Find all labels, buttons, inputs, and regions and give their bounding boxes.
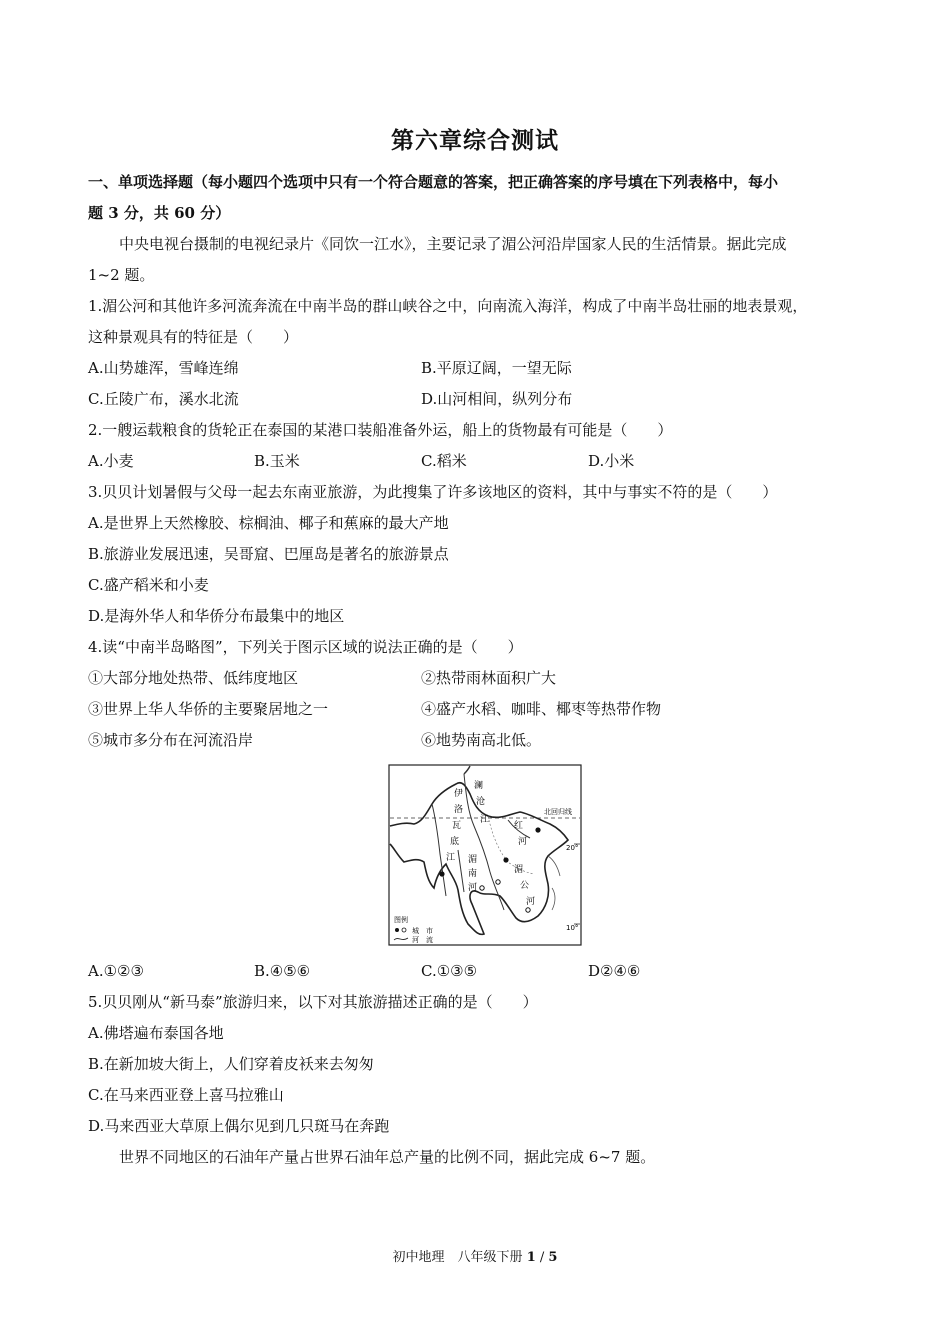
q4-statement-4: ④盛产水稻、咖啡、椰枣等热带作物 bbox=[421, 700, 662, 718]
map-river-jiang: 江 bbox=[446, 853, 456, 863]
map-river-gong: 公 bbox=[520, 881, 530, 891]
page-title: 第六章综合测试 bbox=[391, 127, 559, 154]
footer-text: 初中地理 八年级下册 bbox=[392, 1250, 523, 1265]
q4-statement-6: ⑥地势南高北低。 bbox=[421, 731, 542, 749]
map-river-he: 河 bbox=[518, 837, 528, 847]
q3-stem: 3.贝贝计划暑假与父母一起去东南亚旅游，为此搜集了许多该地区的资料，其中与事实不符的是（ ） bbox=[88, 483, 778, 501]
q4-statement-5: ⑤城市多分布在河流沿岸 bbox=[88, 731, 254, 749]
q2-stem: 2.一艘运载粮食的货轮正在泰国的某港口装船准备外运，船上的货物最有可能是（ ） bbox=[88, 421, 673, 439]
map-label-tropic: 北回归线 bbox=[544, 808, 572, 816]
q5-option-a: A.佛塔遍布泰国各地 bbox=[88, 1024, 224, 1042]
map-river-cang: 沧 bbox=[476, 797, 486, 807]
q4-option-d: D②④⑥ bbox=[588, 962, 641, 980]
q3-option-b: B.旅游业发展迅速，吴哥窟、巴厘岛是著名的旅游景点 bbox=[88, 545, 449, 563]
q5-stem: 5.贝贝刚从“新马泰”旅游归来，以下对其旅游描述正确的是（ ） bbox=[88, 993, 538, 1011]
q4-option-c: C.①③⑤ bbox=[421, 962, 478, 980]
map-river-jiang2: 江 bbox=[480, 815, 490, 825]
q2-option-c: C.稻米 bbox=[421, 452, 467, 470]
q4-option-a: A.①②③ bbox=[88, 962, 144, 980]
q1-option-d: D.山河相间，纵列分布 bbox=[421, 390, 573, 408]
q1-option-a: A.山势雄浑，雪峰连绵 bbox=[88, 359, 239, 377]
q4-statement-3: ③世界上华人华侨的主要聚居地之一 bbox=[88, 700, 329, 718]
map-river-yi: 伊 bbox=[454, 789, 464, 799]
q4-option-b: B.④⑤⑥ bbox=[254, 962, 311, 980]
map-legend-river: 河 流 bbox=[412, 936, 433, 944]
map-river-luo: 洛 bbox=[454, 805, 464, 815]
map-river-mei2: 湄 bbox=[514, 865, 524, 875]
q3-option-c: C.盛产稻米和小麦 bbox=[88, 576, 209, 594]
page-footer bbox=[0, 1246, 950, 1265]
q4-stem: 4.读“中南半岛略图”，下列关于图示区域的说法正确的是（ ） bbox=[88, 638, 523, 656]
map-river-lan: 澜 bbox=[474, 781, 484, 791]
intro-paragraph-2: 世界不同地区的石油年产量占世界石油年总产量的比例不同，据此完成 6~7 题。 bbox=[119, 1148, 656, 1166]
footer-page-total: 5 bbox=[548, 1250, 558, 1265]
q2-option-a: A.小麦 bbox=[88, 452, 134, 470]
intro-paragraph-line1: 中央电视台摄制的电视纪录片《同饮一江水》，主要记录了湄公河沿岸国家人民的生活情景。据此完成 bbox=[119, 235, 787, 253]
map-label-10: 10° bbox=[566, 924, 579, 932]
section-heading-line1: 一、单项选择题（每小题四个选项中只有一个符合题意的答案，把正确答案的序号填在下列表格中，每小 bbox=[88, 173, 779, 191]
map-label-20: 20° bbox=[566, 844, 579, 852]
map-legend-title: 图例 bbox=[394, 916, 408, 924]
indochina-map-figure bbox=[388, 764, 582, 946]
map-river-mei: 湄 bbox=[468, 855, 478, 865]
q1-stem-line1: 1.湄公河和其他许多河流奔流在中南半岛的群山峡谷之中，向南流入海洋，构成了中南半岛壮丽的地表景观， bbox=[88, 297, 808, 315]
q2-option-b: B.玉米 bbox=[254, 452, 300, 470]
intro-paragraph-line2: 1~2 题。 bbox=[88, 266, 155, 284]
q1-stem-line2: 这种景观具有的特征是（ ） bbox=[88, 328, 299, 346]
q5-option-d: D.马来西亚大草原上偶尔见到几只斑马在奔跑 bbox=[88, 1117, 390, 1135]
q4-statement-1: ①大部分地处热带、低纬度地区 bbox=[88, 669, 299, 687]
q2-option-d: D.小米 bbox=[588, 452, 635, 470]
q3-option-a: A.是世界上天然橡胶、棕榈油、椰子和蕉麻的最大产地 bbox=[88, 514, 449, 532]
map-river-wa: 瓦 bbox=[452, 821, 462, 831]
q5-option-b: B.在新加坡大街上，人们穿着皮袄来去匆匆 bbox=[88, 1055, 374, 1073]
q3-option-d: D.是海外华人和华侨分布最集中的地区 bbox=[88, 607, 345, 625]
q4-statement-2: ②热带雨林面积广大 bbox=[421, 669, 557, 687]
map-river-hong: 红 bbox=[514, 821, 524, 831]
section-heading-line2: 题 3 分，共 60 分） bbox=[88, 204, 231, 222]
q1-option-b: B.平原辽阔，一望无际 bbox=[421, 359, 572, 377]
map-river-di: 底 bbox=[450, 837, 460, 847]
indochina-map bbox=[388, 764, 582, 946]
q5-option-c: C.在马来西亚登上喜马拉雅山 bbox=[88, 1086, 284, 1104]
map-river-he2: 河 bbox=[468, 883, 478, 893]
map-river-he3: 河 bbox=[526, 897, 536, 907]
map-river-nan: 南 bbox=[468, 869, 478, 879]
map-legend-city: 城 市 bbox=[412, 927, 433, 935]
footer-page-number: 1 bbox=[526, 1250, 536, 1265]
q1-option-c: C.丘陵广布，溪水北流 bbox=[88, 390, 239, 408]
footer-separator: / bbox=[535, 1250, 549, 1265]
